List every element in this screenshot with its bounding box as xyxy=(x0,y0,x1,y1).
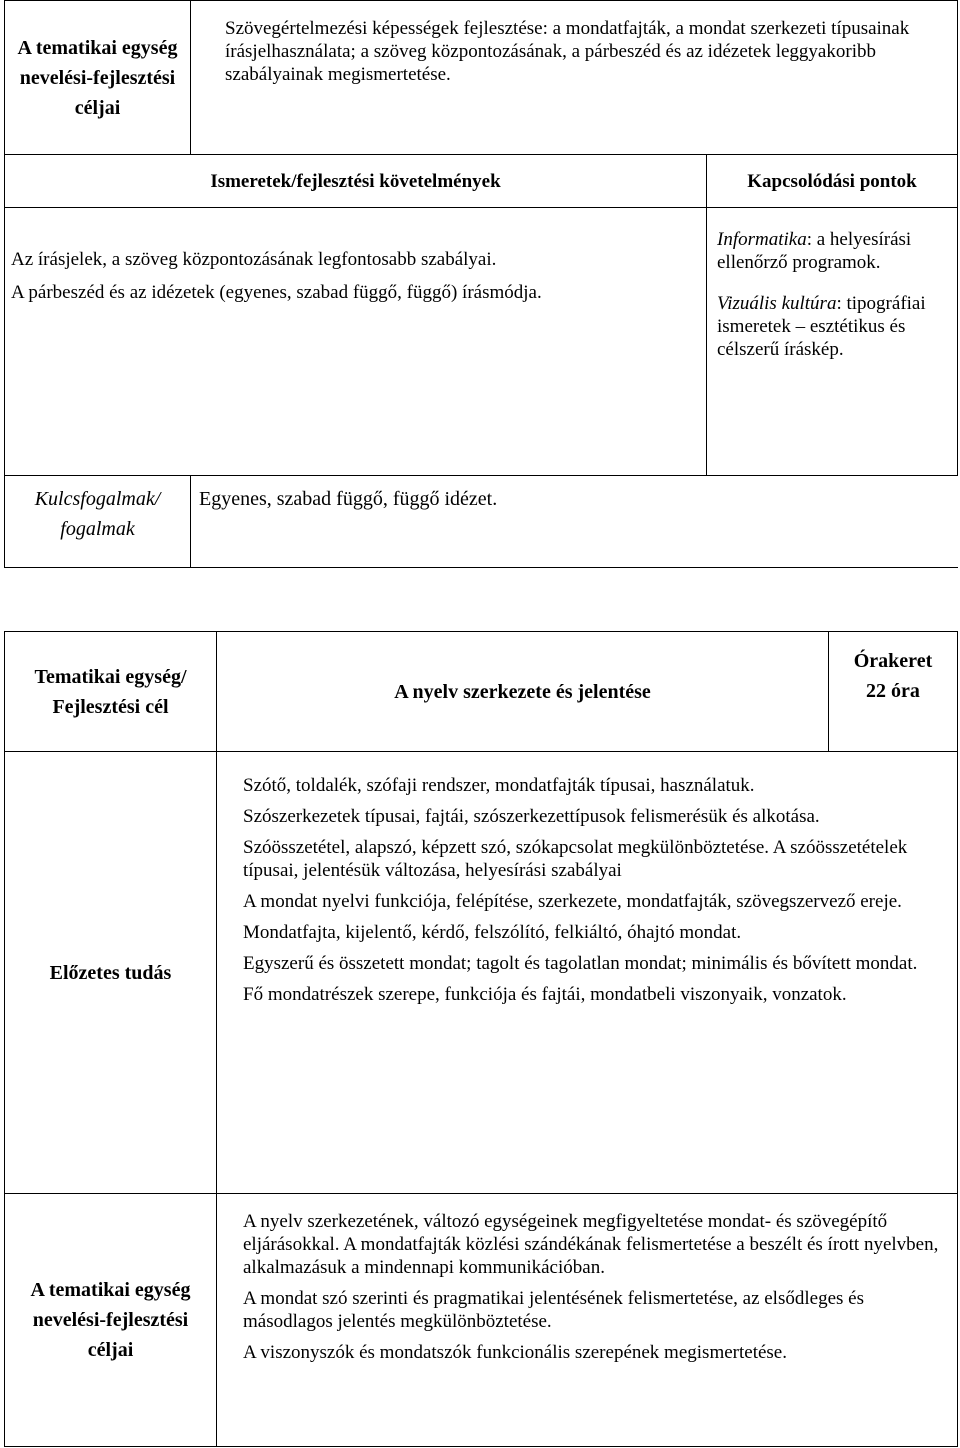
link-item xyxy=(717,228,951,274)
key-concepts-text: Egyenes, szabad függő, függő idézet. xyxy=(199,488,498,510)
goals-label-cell xyxy=(5,1,191,155)
goals2-item: A nyelv szerkezetének, változó egységeinek megfigyeltetése mondat- és szövegépítő eljárásokkal. A mondatfajták közlési szándékának felismertetése a beszélt és írott nyelvben, alkalmazásuk a mindennapi kommunikációban. xyxy=(243,1211,939,1278)
key-concepts-label-cell xyxy=(5,476,191,568)
link-text: : a helyesírási ellenőrző programok. xyxy=(717,229,912,273)
goals2-label-line: A tematikai egység xyxy=(30,1279,191,1301)
hours-cell xyxy=(829,632,958,752)
content-header-label: Ismeretek/fejlesztési követelmények xyxy=(210,170,501,192)
curriculum-table-2 xyxy=(4,631,958,1447)
link-subject: Informatika xyxy=(717,229,807,250)
unit-label-cell xyxy=(5,632,217,752)
content-item: Az írásjelek, a szöveg központozásának legfontosabb szabályai. xyxy=(11,249,497,270)
prior-knowledge-label: Előzetes tudás xyxy=(49,961,172,984)
goals2-label-cell xyxy=(5,1194,217,1447)
prior-knowledge-label-cell xyxy=(5,752,217,1194)
prior-knowledge-item: A mondat nyelvi funkciója, felépítése, szerkezete, mondatfajták, szövegszervező ereje. xyxy=(243,891,902,912)
hours-label: Órakeret xyxy=(853,650,933,672)
unit-title-cell xyxy=(217,632,829,752)
prior-knowledge-cell xyxy=(217,752,958,1194)
goals-text-cell xyxy=(191,1,958,155)
prior-knowledge-item: Szóösszetétel, alapszó, képzett szó, szókapcsolat megkülönböztetése. A szóösszetételek típusai, jelentésük változása, helyesírási szabályai xyxy=(243,837,908,881)
link-subject: Vizuális kultúra xyxy=(717,293,837,314)
content-cell xyxy=(5,208,707,476)
goals2-cell xyxy=(217,1194,958,1447)
unit-title: A nyelv szerkezete és jelentése xyxy=(394,680,651,703)
prior-knowledge-item: Szótő, toldalék, szófaji rendszer, mondatfajták típusai, használatuk. xyxy=(243,775,755,796)
prior-knowledge-item: Egyszerű és összetett mondat; tagolt és tagolatlan mondat; minimális és bővített mondat. xyxy=(243,953,918,974)
goals-label-line: A tematikai egység xyxy=(17,36,178,59)
goals-label-line: céljai xyxy=(74,96,121,119)
prior-knowledge-item: Mondatfajta, kijelentő, kérdő, felszólító, felkiáltó, óhajtó mondat. xyxy=(243,922,742,943)
links-header xyxy=(707,155,958,208)
unit-label-line: Tematikai egység/ xyxy=(34,665,187,688)
link-item xyxy=(717,292,951,361)
links-header-label: Kapcsolódási pontok xyxy=(747,170,917,192)
goals2-item: A viszonyszók és mondatszók funkcionális szerepének megismertetése. xyxy=(243,1342,787,1363)
goals2-label-line: nevelési-fejlesztési xyxy=(32,1309,189,1331)
link-text: : tipográfiai ismeretek – esztétikus és célszerű íráskép. xyxy=(717,293,926,360)
content-header xyxy=(5,155,707,208)
key-concepts-label-line: fogalmak xyxy=(60,518,135,540)
unit-label-line: Fejlesztési cél xyxy=(52,695,169,718)
goals2-item: A mondat szó szerinti és pragmatikai jelentésének felismertetése, az elsődleges és másodlagos jelentés megkülönböztetése. xyxy=(243,1288,864,1332)
curriculum-table-1 xyxy=(4,0,958,568)
prior-knowledge-item: Fő mondatrészek szerepe, funkciója és fajtái, mondatbeli viszonyaik, vonzatok. xyxy=(243,984,847,1005)
goals-label-line: nevelési-fejlesztési xyxy=(19,66,176,89)
content-item: A párbeszéd és az idézetek (egyenes, szabad függő, függő) írásmódja. xyxy=(11,282,542,303)
prior-knowledge-item: Szószerkezetek típusai, fajtái, szószerkezettípusok felismerésük és alkotása. xyxy=(243,806,820,827)
hours-value: 22 óra xyxy=(866,680,920,702)
key-concepts-label-line: Kulcsfogalmak/ xyxy=(34,488,161,510)
goals-text: Szövegértelmezési képességek fejlesztése: a mondatfajták, a mondat szerkezeti típusainak írásjelhasználata; a szöveg központozásának, a párbeszéd és az idézetek leggyakoribb szabályainak megismertetése. xyxy=(225,18,910,85)
links-cell xyxy=(707,208,958,476)
goals2-label-line: céljai xyxy=(87,1339,134,1361)
key-concepts-cell xyxy=(191,476,958,568)
